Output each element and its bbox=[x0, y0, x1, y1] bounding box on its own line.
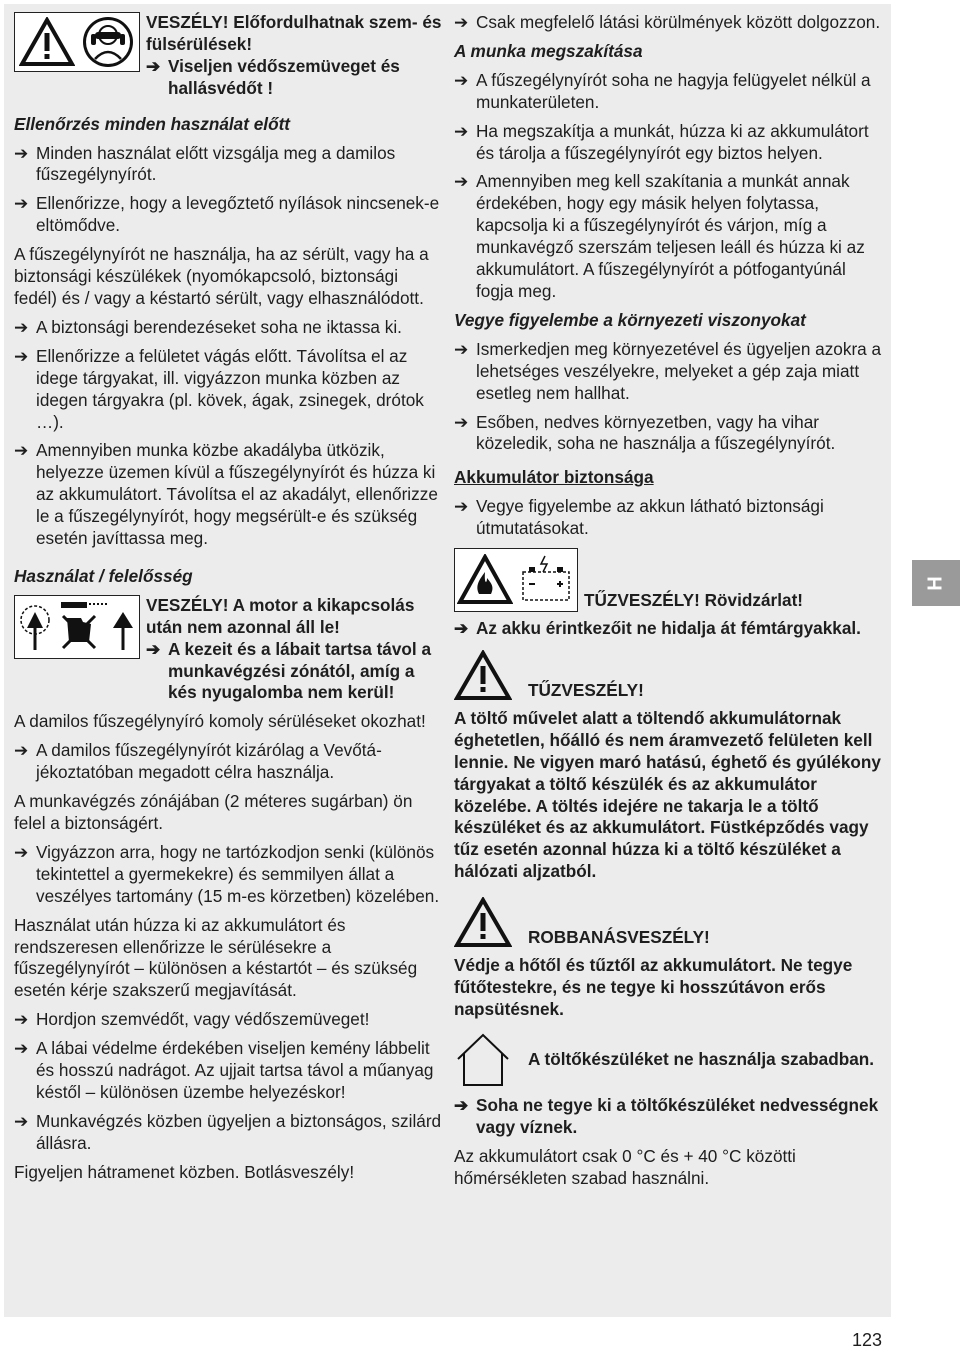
left-column bbox=[14, 12, 444, 1191]
bullet: ➔ Minden használat előtt vizsgálja meg a damilos fűszegélynyírót. bbox=[14, 142, 396, 185]
heading-environment: Vegye figyelembe a környezeti viszonyokat bbox=[454, 309, 806, 330]
fire-warning-row bbox=[454, 650, 886, 702]
arrow-icon: ➔ bbox=[14, 841, 29, 862]
danger-bullet: ➔ A kezeit és a lábait tartsa távol a munkavégzési zónától, amíg a kés nyugalomba nem kerül! bbox=[146, 638, 432, 703]
language-tab: H bbox=[912, 560, 960, 606]
arrow-icon: ➔ bbox=[454, 120, 469, 141]
warning-triangle-icon bbox=[19, 17, 75, 67]
bullet: ➔ Ismerkedjen meg környezetével és ügyeljen azokra a lehetséges veszélyekre, melyeket a gép zaja miatt esetleg nem hallhat. bbox=[454, 338, 882, 403]
arrow-icon: ➔ bbox=[454, 69, 469, 90]
heading-use: Használat / felelősség bbox=[14, 565, 193, 586]
paragraph: Használat után húzza ki az akkumulátort és rendszeresen ellenőrizze le sérülésekre a fűszegélynyírót – különösen a késtartót – és szükség esetén kérje szakszerű megjavítását. bbox=[14, 914, 418, 1001]
danger-eye-ear-text bbox=[146, 12, 444, 100]
bullet: ➔ Vigyázzon arra, hogy ne tartózkodjon senki (különös tekintettel a gyermekekre) és semmilyen állat a veszélyes tartomány (15 m-es körzetben) közelében. bbox=[14, 841, 440, 906]
page-number: 123 bbox=[852, 1330, 883, 1350]
explosion-row bbox=[454, 897, 886, 949]
arrow-icon: ➔ bbox=[454, 496, 469, 517]
bullet: ➔ Soha ne tegye ki a töltőkészüléket nedvességnek vagy víznek. bbox=[454, 1094, 879, 1137]
bullet: ➔ Hordjon szemvédőt, vagy védőszemüveget! bbox=[14, 1009, 370, 1030]
paragraph: A munkavégzés zónájában (2 méteres sugárban) ön felel a biztonságért. bbox=[14, 791, 413, 833]
arrow-icon: ➔ bbox=[14, 142, 29, 163]
paragraph: Védje a hőtől és tűztől az akkumulátort. Ne tegye fűtőtestekre, és ne tegye ki hosszútávon erős napsütésnek. bbox=[454, 955, 853, 1019]
arrow-icon: ➔ bbox=[14, 345, 29, 366]
warning-triangle-icon bbox=[454, 897, 512, 949]
explosion-label: ROBBANÁSVESZÉLY! bbox=[528, 927, 710, 948]
danger-title: VESZÉLY! A motor a kikapcsolás után nem azonnal áll le! bbox=[146, 594, 415, 637]
ear-eye-protection-icon bbox=[81, 15, 135, 69]
paragraph: Az akkumulátort csak 0 °C és + 40 °C közötti hőmérsékleten szabad használni. bbox=[454, 1145, 796, 1188]
bullet: ➔ Ha megszakítja a munkát, húzza ki az akkumulátort és tárolja a fűszegélynyírót egy biztos helyen. bbox=[454, 120, 869, 163]
bullet: ➔ Az akku érintkezőit ne hidalja át fémtárgyakkal. bbox=[454, 618, 861, 639]
danger-title: VESZÉLY! Előfordulhatnak szem- és fülsérülések! bbox=[146, 12, 442, 54]
arrow-icon: ➔ bbox=[454, 618, 469, 639]
bullet: ➔ Esőben, nedves környezetben, vagy ha vihar közeledik, soha ne használja a fűszegélynyírót. bbox=[454, 411, 836, 454]
fire-warning-icon bbox=[457, 554, 513, 606]
bullet: ➔ Amennyiben meg kell szakítania a munkát annak érdekében, hogy egy másik helyen folytassa, kapcsolja ki a fűszegélynyírót és várjon, míg a munkavégző szerszám teljesen leáll és húzza ki az akkumulátort. A fűszegélynyírót a pótfogantyúnál fogja meg. bbox=[454, 171, 865, 301]
right-column bbox=[454, 12, 886, 1197]
fire-warning-label: TŰZVESZÉLY! bbox=[528, 680, 644, 701]
warning-icons bbox=[14, 12, 140, 72]
arrow-icon: ➔ bbox=[14, 740, 29, 761]
danger-motor bbox=[14, 595, 444, 705]
bullet: ➔ A damilos fűszegélynyírót kizárólag a Vevőtájékoztatóban megadott célra használja. bbox=[14, 740, 382, 783]
danger-eye-ear bbox=[14, 12, 444, 100]
bullet: ➔ A lábai védelme érdekében viseljen kemény lábbelit és hosszú nadrágot. Az ujjait tartsa távol a műanyag késtől – különösen üzembe helyezéskor! bbox=[14, 1038, 434, 1102]
paragraph: A fűszegélynyírót ne használja, ha az sérült, vagy ha a biztonsági készülékek (nyomókapcsoló, biztonsági fedél) és / vagy a késtartó sérült, vagy elhasználódott. bbox=[14, 244, 429, 308]
paragraph: Figyeljen hátramenet közben. Botlásveszély! bbox=[14, 1161, 355, 1182]
arrow-icon: ➔ bbox=[14, 193, 29, 214]
arrow-icon: ➔ bbox=[14, 316, 29, 337]
arrow-icon: ➔ bbox=[454, 411, 469, 432]
arrow-icon: ➔ bbox=[14, 1038, 29, 1059]
heading-battery: Akkumulátor biztonsága bbox=[454, 467, 654, 488]
bullet: ➔ Vegye figyelembe az akkun látható biztonsági útmutatásokat. bbox=[454, 496, 824, 539]
hands-feet-hazard-icon bbox=[17, 598, 137, 656]
bullet: ➔ A biztonsági berendezéseket soha ne iktassa ki. bbox=[14, 316, 402, 337]
bullet: ➔ Munkavégzés közben ügyeljen a biztonságos, szilárd állásra. bbox=[14, 1110, 442, 1153]
bullet: ➔ A fűszegélynyírót soha ne hagyja felügyelet nélkül a munkaterületen. bbox=[454, 69, 871, 112]
paragraph: A damilos fűszegélynyíró komoly sérüléseket okozhat! bbox=[14, 711, 426, 732]
arrow-icon: ➔ bbox=[454, 171, 469, 192]
heading-check: Ellenőrzés minden használat előtt bbox=[14, 113, 291, 134]
heading-break: A munka megszakítása bbox=[454, 40, 643, 61]
arrow-icon: ➔ bbox=[454, 12, 469, 32]
warning-triangle-icon bbox=[454, 650, 512, 702]
fire-short-circuit-label: TŰZVESZÉLY! Rövidzárlat! bbox=[584, 590, 804, 611]
danger-motor-text bbox=[146, 595, 444, 705]
bullet: ➔ Amennyiben munka közbe akadályba ütközik, helyezze üzemen kívül a fűszegélynyírót és húzza ki az akkumulátort. Távolítsa el az akadályt, ellenőrizze le a fűszegélynyírót, hogy megsérült-e és szükség esetén javíttassa meg. bbox=[14, 440, 438, 549]
arrow-icon: ➔ bbox=[14, 440, 29, 461]
fire-battery-pictograms bbox=[454, 548, 578, 612]
house-icon bbox=[454, 1031, 512, 1089]
indoor-only-label: A töltőkészüléket ne használja szabadban. bbox=[528, 1048, 875, 1069]
bullet: ➔ Ellenőrizze, hogy a levegőztető nyílások nincsenek-e eltömődve. bbox=[14, 193, 440, 236]
arrow-icon: ➔ bbox=[146, 638, 161, 659]
cutting-hazard-pictogram bbox=[14, 595, 140, 659]
arrow-icon: ➔ bbox=[454, 1094, 469, 1115]
danger-bullet: ➔ Viseljen védőszemüveget és hallásvédőt ! bbox=[146, 55, 400, 98]
bullet: ➔ Csak megfelelő látási körülmények között dolgozzon. bbox=[454, 12, 881, 32]
fire-short-circuit-row bbox=[454, 548, 886, 612]
battery-icon bbox=[517, 554, 575, 606]
indoor-only-row bbox=[454, 1031, 886, 1089]
arrow-icon: ➔ bbox=[454, 338, 469, 359]
arrow-icon: ➔ bbox=[146, 55, 161, 76]
bullet: ➔ Ellenőrizze a felületet vágás előtt. Távolítsa el az idege tárgyakat, ill. vigyázzon munka közben az idegen tárgyakra (pl. kövek, ágak, zsinegek, drótok …). bbox=[14, 345, 424, 432]
arrow-icon: ➔ bbox=[14, 1110, 29, 1131]
arrow-icon: ➔ bbox=[14, 1009, 29, 1030]
paragraph: A töltő művelet alatt a töltendő akkumulátornak éghetetlen, hőálló és nem áramvezető felületen kell lennie. Ne vigyen maró hatású, éghető és gyúlékony tárgyakat a töltő készülék és az akkumulátor közelébe. A töltés idejére ne takarja le a töltő készüléket és az akkumulátort. Füstképződés vagy tűz esetén azonnal húzza ki a töltő készüléket a hálózati aljzatból. bbox=[454, 707, 881, 882]
